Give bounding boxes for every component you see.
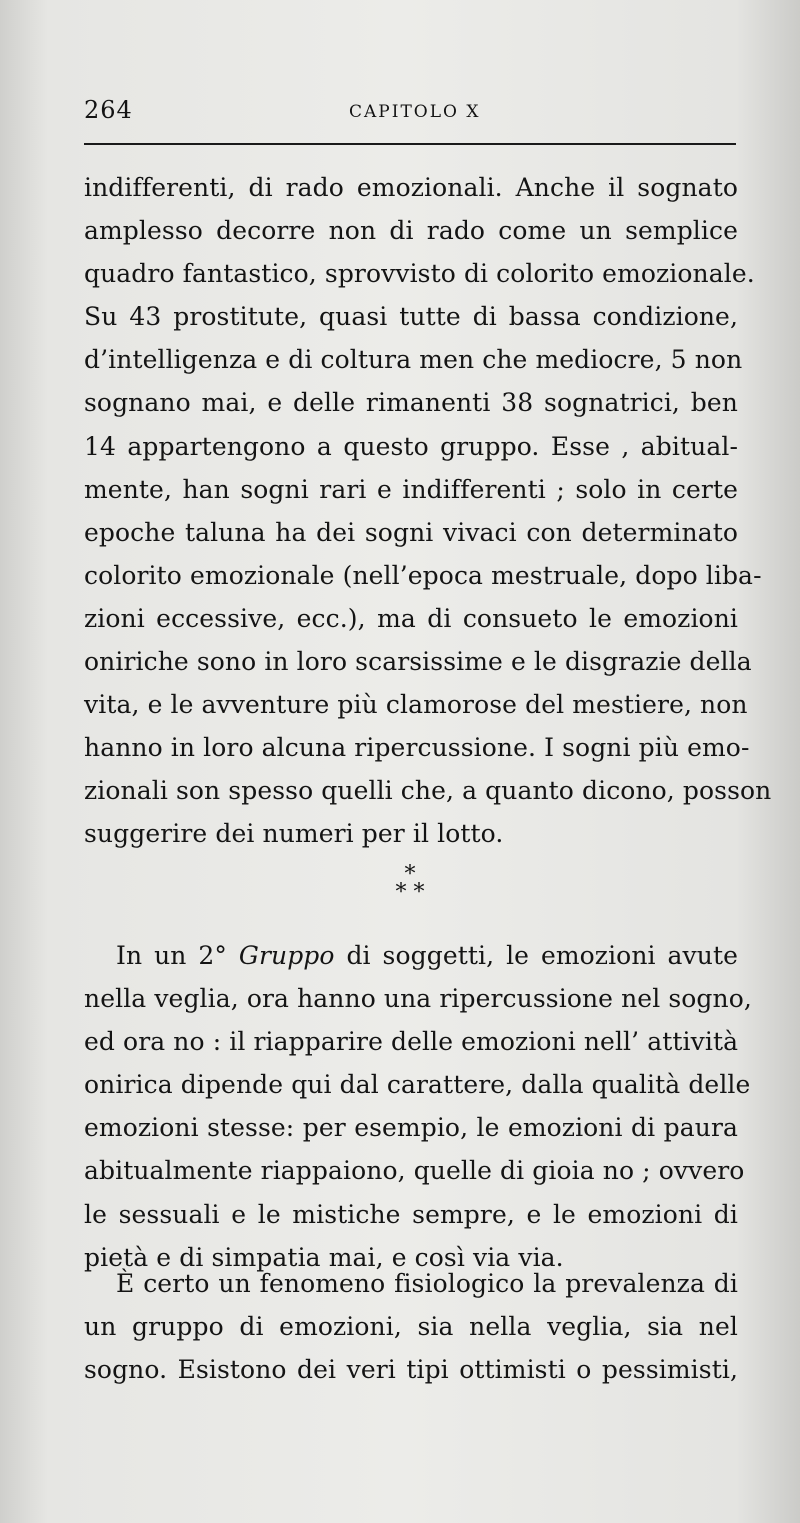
text-line: abitualmente riappaiono, quelle di gioia no ; ovvero	[84, 1156, 745, 1186]
text-line: d’intelligenza e di coltura men che mediocre, 5 non	[84, 345, 743, 375]
text-line: Su 43 prostitute, quasi tutte di bassa condizione,	[84, 302, 738, 332]
asterism-bottom: * *	[395, 880, 425, 905]
text-line: le sessuali e le mistiche sempre, e le emozioni di	[84, 1199, 738, 1229]
text-line: un gruppo di emozioni, sia nella veglia, sia nel	[84, 1312, 738, 1342]
text-line: onirica dipende qui dal carattere, dalla qualità delle	[84, 1070, 751, 1100]
text-line: nella veglia, ora hanno una ripercussione nel sogno,	[84, 984, 752, 1014]
text-line: emozioni stesse: per esempio, le emozioni di paura	[84, 1113, 738, 1143]
text-line: oniriche sono in loro scarsissime e le disgrazie della	[84, 647, 752, 677]
paragraph-1	[84, 166, 772, 856]
text-line: amplesso decorre non di rado come un semplice	[84, 216, 738, 246]
text-line: quadro fantastico, sprovvisto di colorito emozionale.	[84, 259, 755, 289]
text-line: zioni eccessive, ecc.), ma di consueto le emozioni	[84, 603, 738, 633]
text-line: sogno. Esistono dei veri tipi ottimisti o pessimisti,	[84, 1355, 738, 1385]
asterism	[380, 862, 440, 905]
text-line: ed ora no : il riapparire delle emozioni nell’ attività	[84, 1027, 739, 1057]
text-line: mente, han sogni rari e indifferenti ; solo in certe	[84, 474, 738, 504]
text-line: zionali son spesso quelli che, a quanto dicono, posson	[84, 776, 772, 806]
text-line: È certo un fenomeno fisiologico la prevalenza di	[116, 1269, 738, 1298]
text-line: pietà e di simpatia mai, e così via via.	[84, 1242, 564, 1272]
asterism-top: *	[404, 862, 416, 887]
text-line: 14 appartengono a questo gruppo. Esse , abitual-	[84, 431, 738, 461]
chapter-title: CAPITOLO X	[349, 102, 481, 122]
text-line: vita, e le avventure più clamorose del mestiere, non	[84, 690, 748, 720]
text-line: sognano mai, e delle rimanenti 38 sognatrici, ben	[84, 388, 738, 418]
italic-term: Gruppo	[238, 941, 335, 970]
running-head	[84, 96, 734, 130]
text-line: hanno in loro alcuna ripercussione. I sogni più emo-	[84, 733, 750, 763]
header-rule	[84, 143, 736, 145]
text-fragment: In un 2°	[116, 941, 239, 970]
text-fragment: di soggetti, le emozioni avute	[334, 941, 738, 970]
text-line: suggerire dei numeri per il lotto.	[84, 819, 504, 849]
page-number: 264	[84, 96, 133, 124]
text-line: colorito emozionale (nell’epoca mestruale, dopo liba-	[84, 560, 762, 590]
text-line: epoche taluna ha dei sogni vivaci con determinato	[84, 517, 738, 547]
paragraph-2	[84, 934, 752, 1279]
text-line: indifferenti, di rado emozionali. Anche il sognato	[84, 173, 738, 202]
text-line	[84, 934, 738, 977]
paragraph-3	[84, 1262, 738, 1391]
